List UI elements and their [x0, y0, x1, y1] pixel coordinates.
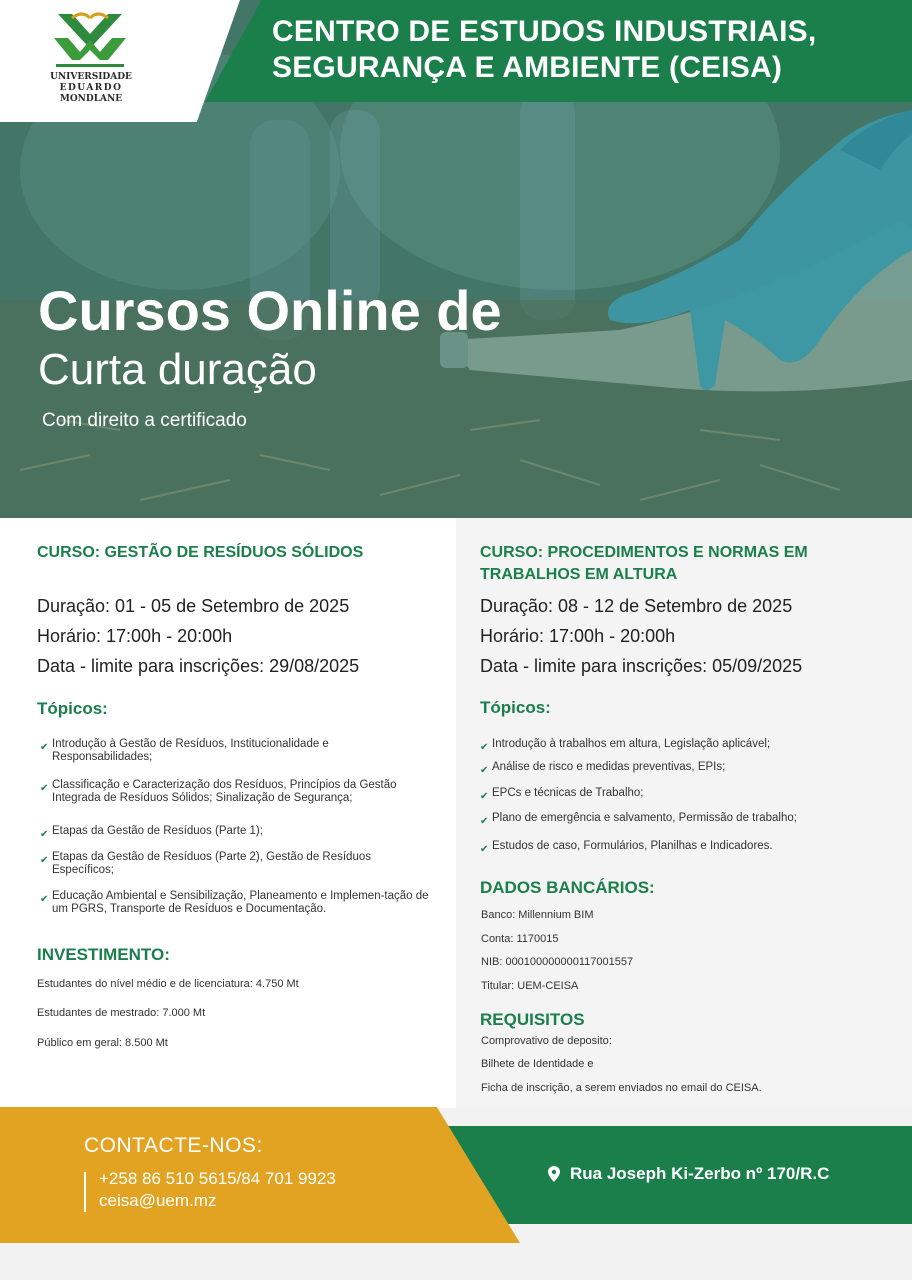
check-icon: ✔	[40, 829, 49, 840]
course1-topic	[40, 851, 420, 877]
hero-heading: Cursos Online de	[38, 279, 502, 342]
location-pin-icon	[548, 1166, 560, 1182]
course2-duration: Duração: 08 - 12 de Setembro de 2025	[480, 596, 793, 616]
contact-email[interactable]: ceisa@uem.mz	[99, 1191, 217, 1210]
investment-heading: INVESTIMENTO:	[37, 945, 170, 964]
course2-topic-text: Estudos de caso, Formulários, Planilhas e Indicadores.	[492, 840, 773, 852]
course1-title: CURSO: GESTÃO DE RESÍDUOS SÓLIDOS	[37, 544, 364, 561]
requirement-item: Ficha de inscrição, a serem enviados no email do CEISA.	[481, 1082, 762, 1094]
bank-heading: DADOS BANCÁRIOS:	[480, 878, 655, 897]
logo-line-1: UNIVERSIDADE	[50, 72, 132, 82]
bank-item: Banco: Millennium BIM	[481, 909, 594, 921]
bank-item: Conta: 1170015	[481, 933, 559, 945]
address-text: Rua Joseph Ki-Zerbo nº 170/R.C	[570, 1164, 830, 1183]
course1-topic	[40, 779, 440, 805]
course2-topic	[480, 840, 890, 856]
university-logo-icon	[50, 8, 130, 70]
course2-topic	[480, 738, 890, 754]
contact-heading: CONTACTE-NOS:	[84, 1134, 263, 1157]
course2-topic-text: EPCs e técnicas de Trabalho;	[492, 787, 644, 799]
center-title	[272, 14, 908, 86]
address-block	[548, 1164, 829, 1184]
course2-title-line-1: CURSO: PROCEDIMENTOS E NORMAS EM	[480, 544, 808, 561]
left-column	[0, 518, 456, 1108]
requirement-item: Bilhete de Identidade e	[481, 1058, 594, 1070]
investment-item: Estudantes do nível médio e de licenciatura: 4.750 Mt	[37, 978, 299, 990]
course2-topic-text: Introdução à trabalhos em altura, Legislação aplicável;	[492, 738, 771, 750]
contact-phone[interactable]: +258 86 510 5615/84 701 9923	[99, 1169, 336, 1188]
check-icon: ✔	[480, 742, 489, 753]
investment-item: Público em geral: 8.500 Mt	[37, 1037, 168, 1049]
university-name	[48, 72, 134, 105]
requirement-item: Comprovativo de deposito:	[481, 1035, 612, 1047]
check-icon: ✔	[40, 742, 49, 753]
course1-topic-text: Educação Ambiental e Sensibilização, Planeamento e Implemen-tação de um PGRS, Transporte de Resíduos e Documentação.	[52, 890, 429, 915]
logo-line-3: MONDLANE	[59, 94, 123, 104]
course2-topic-text: Plano de emergência e salvamento, Permissão de trabalho;	[492, 812, 797, 824]
course2-title	[480, 542, 808, 586]
course2-topic-text: Análise de risco e medidas preventivas, EPIs;	[492, 761, 726, 773]
check-icon: ✔	[480, 844, 489, 855]
course1-duration: Duração: 01 - 05 de Setembro de 2025	[37, 596, 350, 616]
check-icon: ✔	[480, 765, 489, 776]
course2-deadline: Data - limite para inscrições: 05/09/2025	[480, 656, 803, 676]
course1-topic-text: Etapas da Gestão de Resíduos (Parte 2), Gestão de Resíduos Específicos;	[52, 851, 371, 876]
bank-item: NIB: 000100000000117001557	[481, 956, 634, 968]
check-icon: ✔	[480, 791, 489, 802]
hero-caption: Com direito a certificado	[42, 410, 247, 431]
course2-title-line-2: TRABALHOS EM ALTURA	[480, 566, 678, 583]
right-column	[456, 518, 912, 1128]
contact-divider	[84, 1172, 86, 1212]
check-icon: ✔	[40, 855, 49, 866]
course1-schedule: Horário: 17:00h - 20:00h	[37, 626, 233, 646]
course1-topic-text: Introdução à Gestão de Resíduos, Institucionalidade e Responsabilidades;	[52, 738, 329, 763]
bank-item: Titular: UEM-CEISA	[481, 980, 579, 992]
course2-topic	[480, 787, 890, 803]
check-icon: ✔	[40, 894, 49, 905]
course2-topic	[480, 812, 900, 828]
course1-topics-heading: Tópicos:	[37, 699, 108, 718]
course1-topic-text: Etapas da Gestão de Resíduos (Parte 1);	[52, 825, 263, 837]
check-icon: ✔	[480, 816, 489, 827]
course2-schedule: Horário: 17:00h - 20:00h	[480, 626, 676, 646]
course2-topics-heading: Tópicos:	[480, 698, 551, 717]
requirements-heading: REQUISITOS	[480, 1010, 585, 1029]
course1-topic	[40, 890, 445, 916]
check-icon: ✔	[40, 783, 49, 794]
course2-topic	[480, 761, 890, 777]
course1-deadline: Data - limite para inscrições: 29/08/2025	[37, 656, 360, 676]
hero-subheading: Curta duração	[38, 345, 317, 394]
investment-item: Estudantes de mestrado: 7.000 Mt	[37, 1007, 206, 1019]
center-title-line-2: SEGURANÇA E AMBIENTE (CEISA)	[272, 51, 783, 84]
course1-topic	[40, 738, 420, 764]
course1-topic	[40, 825, 420, 841]
center-title-line-1: CENTRO DE ESTUDOS INDUSTRIAIS,	[272, 15, 817, 48]
course1-topic-text: Classificação e Caracterização dos Resíduos, Princípios da Gestão Integrada de Resíduos Sólidos; Sinalização de Segurança;	[52, 779, 397, 804]
logo-line-2: EDUARDO	[59, 83, 123, 93]
